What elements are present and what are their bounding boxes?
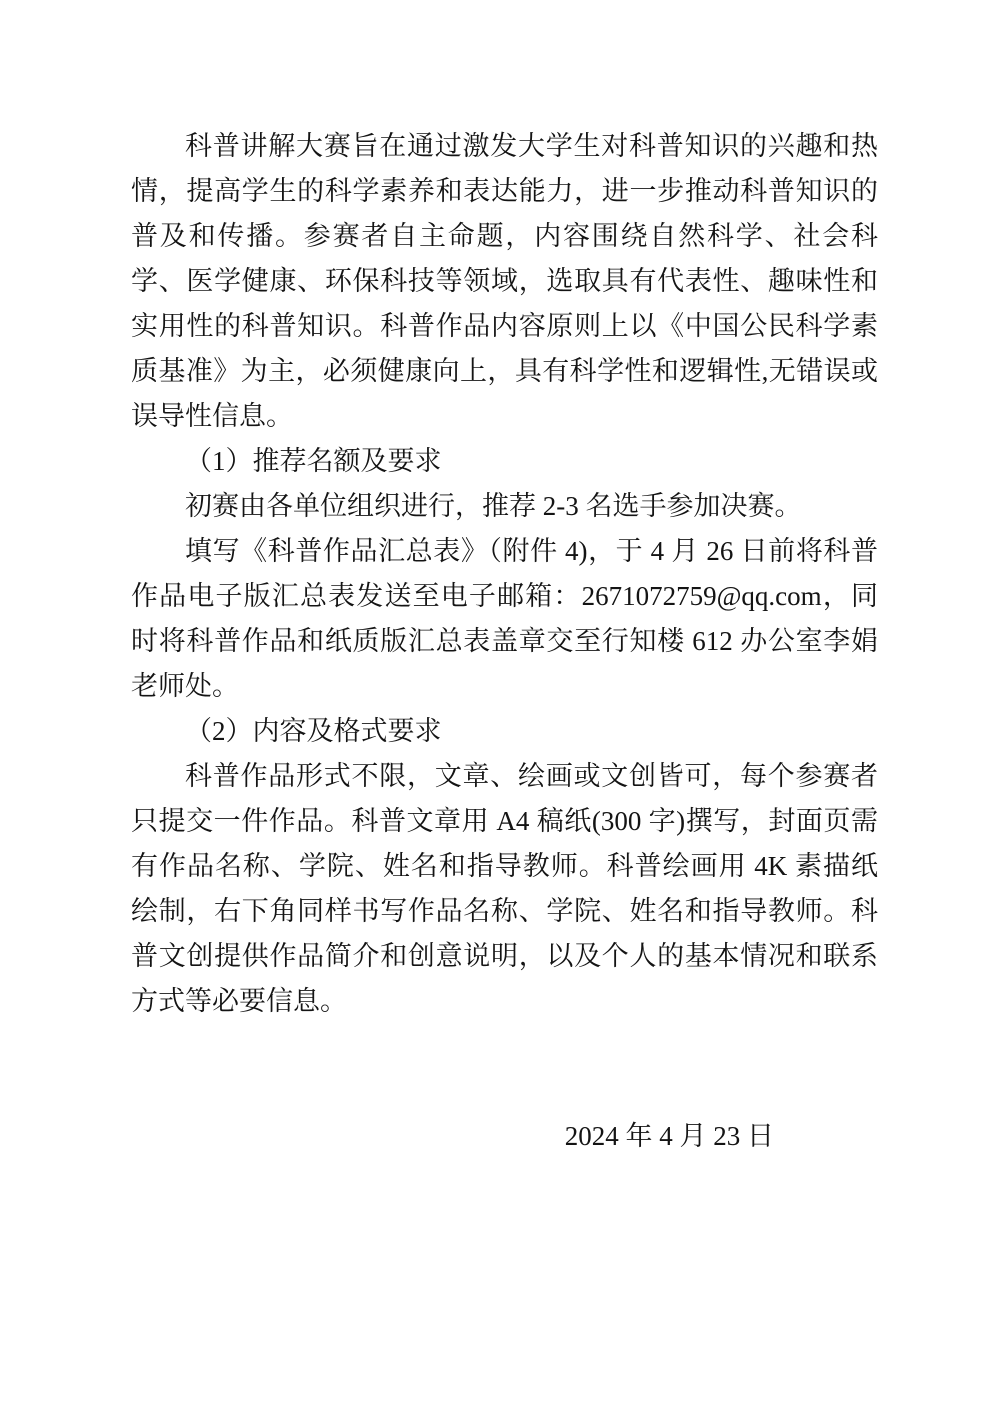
- heading-recommendation-quota: （1）推荐名额及要求: [185, 446, 442, 476]
- document-body: [131, 124, 878, 1159]
- paragraph-format-details: 科普作品形式不限，文章、绘画或文创皆可，每个参赛者只提交一件作品。科普文章用 A4 稿纸(300 字)撰写，封面页需有作品名称、学院、姓名和指导教师。科普绘画用 4K 素描纸绘制，右下角同样书写作品名称、学院、姓名和指导教师。科普文创提供作品简介和创意说明，以及个人的基本情况和联系方式等必要信息。: [131, 761, 878, 1016]
- paragraph-intro: 科普讲解大赛旨在通过激发大学生对科普知识的兴趣和热情，提高学生的科学素养和表达能力，进一步推动科普知识的普及和传播。参赛者自主命题，内容围绕自然科学、社会科学、医学健康、环保科技等领域，选取具有代表性、趣味性和实用性的科普知识。科普作品内容原则上以《中国公民科学素质基准》为主，必须健康向上，具有科学性和逻辑性,无错误或误导性信息。: [131, 131, 878, 431]
- heading-content-format: （2）内容及格式要求: [185, 716, 442, 746]
- paragraph-preliminary-round: 初赛由各单位组织进行，推荐 2-3 名选手参加决赛。: [185, 491, 802, 521]
- paragraph-submission-instructions: 填写《科普作品汇总表》（附件 4)，于 4 月 26 日前将科普作品电子版汇总表发送至电子邮箱：2671072759@qq.com，同时将科普作品和纸质版汇总表盖章交至行知楼 612 办公室李娟老师处。: [131, 536, 878, 701]
- date-line: 2024 年 4 月 23 日: [564, 1121, 774, 1151]
